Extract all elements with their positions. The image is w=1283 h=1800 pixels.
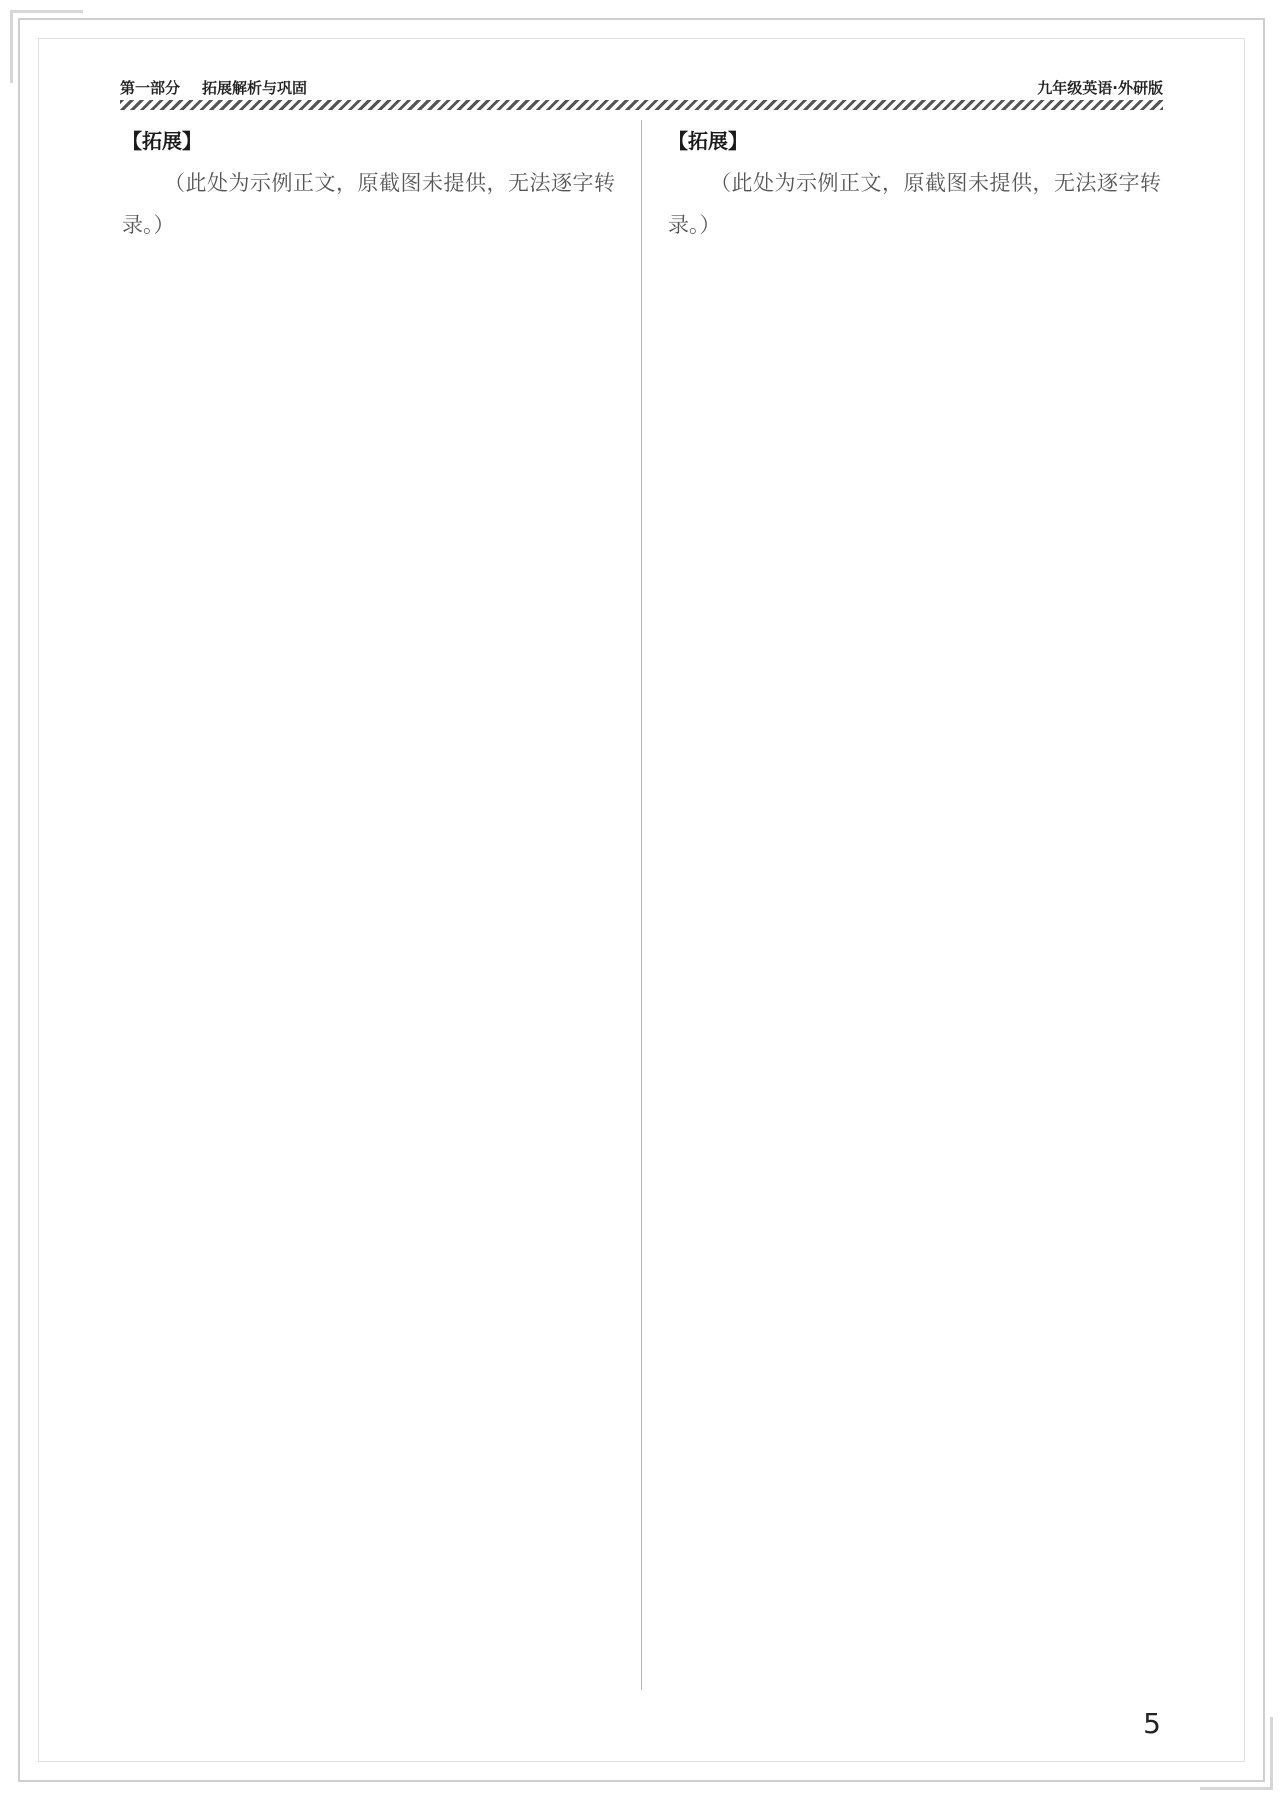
corner-ornament — [1200, 1717, 1273, 1790]
expand-heading — [668, 120, 1161, 162]
right-column — [642, 120, 1161, 1690]
expand-label: 【拓展】 — [122, 129, 202, 153]
corner-ornament — [10, 10, 83, 83]
header-section-title: 拓展解析与巩固 — [202, 79, 308, 97]
header-rule — [120, 100, 1163, 110]
left-column — [122, 120, 641, 1690]
left-body: （此处为示例正文，原截图未提供，无法逐字转录。） — [122, 171, 615, 237]
expand-label: 【拓展】 — [668, 129, 748, 153]
header-section: 第一部分 — [120, 79, 181, 97]
page-number: 5 — [1143, 1707, 1161, 1740]
right-body: （此处为示例正文，原截图未提供，无法逐字转录。） — [668, 171, 1161, 237]
header-left — [120, 77, 307, 98]
header-book-title: 九年级英语·外研版 — [1037, 79, 1163, 97]
expand-heading — [122, 120, 615, 162]
running-header — [120, 66, 1163, 98]
two-column-body — [122, 120, 1161, 1690]
